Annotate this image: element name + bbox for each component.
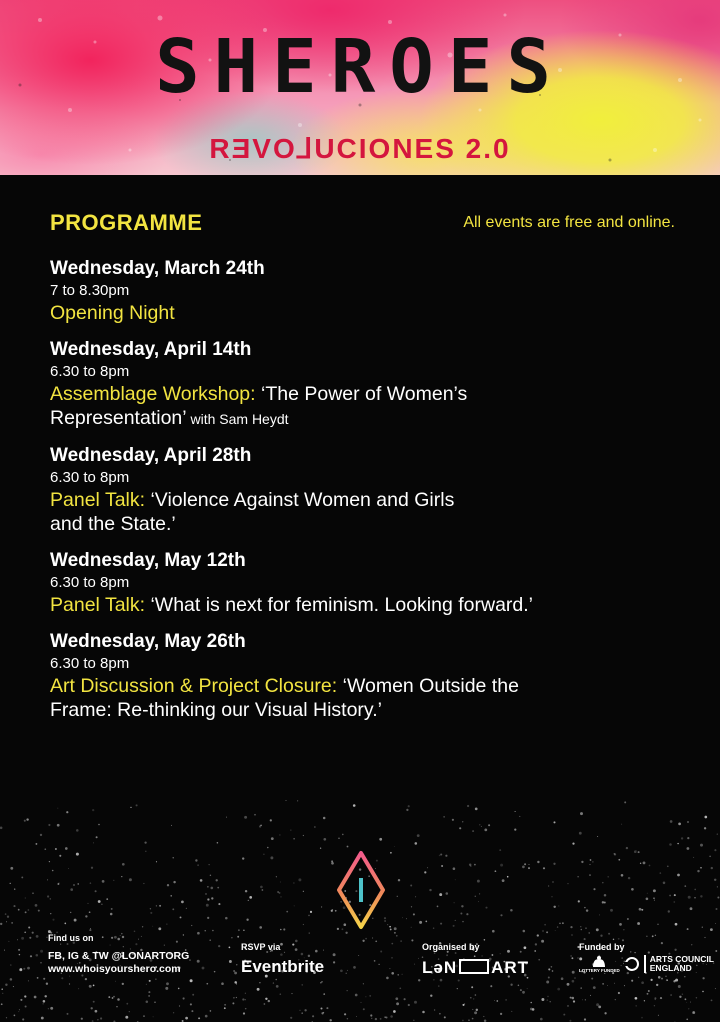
event-topic: ‘Women Outside the Frame: Re-thinking our Visual History.’ xyxy=(50,675,519,721)
event-date: Wednesday, May 12th xyxy=(50,550,246,571)
programme-header xyxy=(50,210,675,244)
event-item xyxy=(50,630,675,722)
programme-section xyxy=(50,210,675,722)
event-item xyxy=(50,257,675,325)
footer-rsvp xyxy=(241,941,324,977)
eventbrite-link[interactable]: Eventbrite xyxy=(241,957,325,976)
social-label: Find us on xyxy=(48,933,94,943)
event-item xyxy=(50,549,675,617)
event-time: 6.30 to 8pm xyxy=(50,574,130,591)
lonart-logo xyxy=(422,958,529,978)
event-type: Assemblage Workshop: xyxy=(50,383,256,405)
event-description xyxy=(50,674,575,722)
event-description xyxy=(50,382,550,431)
event-type: Art Discussion & Project Closure: xyxy=(50,675,338,697)
event-topic: ‘What is next for feminism. Looking forward.’ xyxy=(145,594,534,616)
event-time: 6.30 to 8pm xyxy=(50,655,130,672)
event-title: SHEROES xyxy=(155,24,565,110)
arts-council-line1: ARTS COUNCIL xyxy=(649,954,714,964)
programme-title: PROGRAMME xyxy=(50,210,203,235)
event-item xyxy=(50,338,675,431)
event-date: Wednesday, March 24th xyxy=(50,258,265,279)
social-handle: FB, IG & TW @LONARTORG xyxy=(48,950,190,962)
header-banner xyxy=(0,0,720,175)
event-subtitle: RƎVO⅃UCIONES 2.0 xyxy=(209,133,511,164)
programme-note: All events are free and online. xyxy=(463,214,675,231)
funded-label: Funded by xyxy=(579,942,625,952)
funder-logos xyxy=(579,955,714,973)
event-description xyxy=(50,593,675,617)
event-date: Wednesday, April 28th xyxy=(50,445,252,466)
website-link[interactable]: www.whoisyourshero.com xyxy=(48,963,181,975)
event-description xyxy=(50,301,675,325)
event-time: 6.30 to 8pm xyxy=(50,469,130,486)
footer-funders xyxy=(579,941,714,973)
rsvp-label: RSVP via xyxy=(241,942,281,952)
event-date: Wednesday, April 14th xyxy=(50,339,252,360)
lonart-logo-box xyxy=(459,959,489,974)
lottery-text: LOTTERY FUNDED xyxy=(579,968,620,973)
diamond-emblem-icon xyxy=(336,850,386,930)
event-topic: ‘The Power of Women’s Representation’ xyxy=(50,383,468,429)
event-speaker: with Sam Heydt xyxy=(186,411,289,427)
event-type: Opening Night xyxy=(50,302,175,324)
event-time: 6.30 to 8pm xyxy=(50,363,130,380)
event-type: Panel Talk: xyxy=(50,594,146,616)
lottery-logo xyxy=(579,955,620,973)
footer-social xyxy=(48,932,189,976)
organised-label: Organised by xyxy=(422,942,480,952)
event-date: Wednesday, May 26th xyxy=(50,631,246,652)
lottery-hands-icon xyxy=(591,955,607,968)
event-time: 7 to 8.30pm xyxy=(50,282,130,299)
event-description xyxy=(50,488,480,536)
event-item xyxy=(50,444,675,536)
footer-organiser xyxy=(422,941,529,978)
lonart-logo-left: LəN xyxy=(422,958,458,977)
event-type: Panel Talk: xyxy=(50,489,146,511)
arts-council-logo-icon xyxy=(624,956,640,972)
lonart-logo-right: ART xyxy=(491,958,530,977)
arts-council-text xyxy=(644,955,714,973)
arts-council-line2: ENGLAND xyxy=(649,963,692,973)
event-topic: ‘Violence Against Women and Girls and the State.’ xyxy=(50,489,455,535)
